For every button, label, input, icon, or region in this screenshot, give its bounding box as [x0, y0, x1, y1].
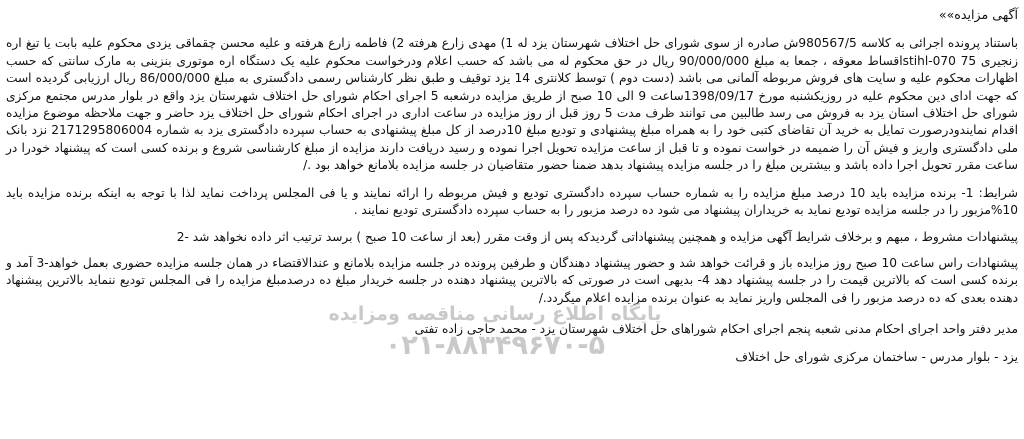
notice-main-paragraph: باستناد پرونده اجرائی به کلاسه 980567/5ش صادره از سوی شورای حل اختلاف شهرستان یزد له 1) مهدی زارع هرفته 2) فاطمه زارع هرفته و علیه محسن چقماقی یزدی محکوم علیه بابت یا تیغ اره زنجیری 75 stihl-070اقساط معوقه ، جمعا به مبلغ 90/000/000 ریال در حق محکوم له می باشد که حسب اعلام ودرخواست محکوم علیه یک دستگاه اره موتوری بنزینی به مارک سانتی که حسب اظهارات محکوم علیه و سایت های فروش مربوطه آلمانی می باشد (دست دوم ) توسط کلانتری 14 یزد توقیف و طبق نظر کارشناس رسمی دادگستری به مبلغ 86/000/000 ریال ارزیابی گردیده است که جهت ادای دین محکوم علیه در روزیکشنبه مورخ 1398/09/17ساعت 9 الی 10 صبح از طریق مزایده درشعبه 5 اجرای احکام شورای حل اختلاف شهرستان یزد واقع در بلوار مدرس مجتمع مرکزی شورای حل اختلاف استان یزد به فروش می رسد طالبین می توانند ظرف مدت 5 روز قبل از روز مزایده در ساعت اداری در اجرای احکام شورای حل اختلاف یزد حاضر و جهت ملاحظه موضوع مزایده اقدام نمایندودرصورت تمایل به خرید آن تقاضای کتبی خود را به همراه مبلغ پیشنهادی و تودیع مبلغ 10درصد از کل مبلغ پیشنهادی به حساب سپرده دادگستری یزد به شماره 2171295806004 نزد بانک ملی دادگستری واریز و فیش آن را ضمیمه در خواست نموده و تا قبل از ساعت مزایده تحویل اجرا نموده و رسید دریافت دارند مزایده از مبلغ کارشناسی شروع و برنده کسی است که پیشنهاد خودرا در ساعت مقرر تحویل اجرا داده باشد و بیشترین مبلغ را در جلسه مزایده پیشنهاد بدهد ضمنا حضور متقاضیان در جلسه مزایده بلامانع خواهد بود ./: [6, 36, 1019, 173]
notice-condition-3-4: پیشنهادات راس ساعت 10 صبح روز مزایده باز و قرائت خواهد شد و حضور پیشنهاد دهندگان و طرفین پرونده در جلسه مزایده بلامانع و عندالاقتضاء در همان جلسه مزایده حضوری بعمل خواهد-3 آمد و برنده کسی است که بالاترین قیمت را در جلسه پیشنهاد دهد 4- بدیهی است در صورتی که بالاترین پیشنهاد دهنده در جلسه خریدار مبلغ ده درصدمبلغ مزایده را فی المجلس تودیع ننماید بالاترین پیشنهاد دهنده بعدی که ده درصد مزبور را فی المجلس واریز نماید به عنوان برنده مزایده اعلام میگردد./: [6, 255, 1018, 305]
notice-title: آگهی مزایده»»: [938, 7, 1018, 22]
watermark-text: پایگاه اطلاع رسانی مناقصه ومزایده: [328, 303, 662, 325]
notice-condition-2: پیشنهادات مشروط ، مبهم و برخلاف شرایط آگهی مزایده و همچنین پیشنهاداتی گردیدکه پس از وقت مقرر (بعد از ساعت 10 صبح ) برسد ترتیب اثر داده نخواهد شد -2: [176, 230, 1018, 245]
auction-notice: [6, 6, 1018, 366]
notice-condition-1: شرایط: 1- برنده مزایده باید 10 درصد مبلغ مزایده را به شماره حساب سپرده دادگستری تودیع و فیش مربوطه را ارائه نمایند و یا فی المجلس پرداخت نماید لذا با توجه به اینکه برنده مزایده باید 10%مزبور را در جلسه مزایده تودیع نماید به خریداران پیشنهاد می شود ده درصد مزبور را به حساب سپرده دادگستری تودیع نمایند .: [6, 185, 1018, 218]
address-line: یزد - بلوار مدرس - ساختمان مرکزی شورای حل اختلاف: [735, 349, 1018, 364]
signature-line: مدیر دفتر واحد اجرای احکام مدنی شعبه پنجم اجرای احکام شوراهای حل اختلاف شهرستان یزد - محمد حاجی زاده تفتی: [414, 322, 1018, 337]
watermark-phone: ۰۲۱-۸۸۳۴۹۶۷۰-۵: [384, 330, 606, 361]
